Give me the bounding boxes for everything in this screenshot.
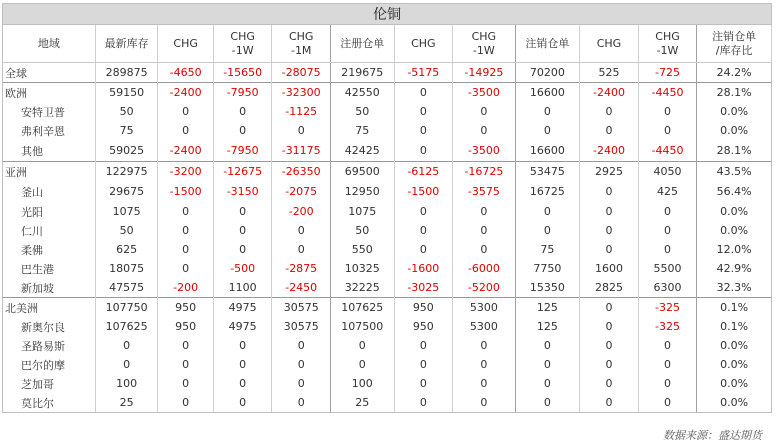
value-cell: 0 xyxy=(158,355,214,374)
value-cell: 0 xyxy=(158,393,214,413)
value-cell: 1100 xyxy=(213,278,272,298)
value-cell: 0 xyxy=(213,102,272,121)
value-cell: 56.4% xyxy=(697,181,772,202)
value-cell: 0 xyxy=(158,121,214,140)
value-cell: 0 xyxy=(453,221,516,240)
value-cell: 0 xyxy=(330,355,394,374)
value-cell: 50 xyxy=(95,102,158,121)
value-cell: -200 xyxy=(272,202,331,221)
value-cell: 107750 xyxy=(95,298,158,318)
value-cell: -28075 xyxy=(272,63,331,83)
value-cell: 42425 xyxy=(330,140,394,162)
value-cell: 1075 xyxy=(95,202,158,221)
value-cell: 0 xyxy=(158,221,214,240)
value-cell: 0 xyxy=(580,374,639,393)
value-cell: 0 xyxy=(394,240,453,259)
value-cell: 0 xyxy=(580,298,639,318)
table-row xyxy=(3,259,772,278)
region-name-cell: 亚洲 xyxy=(3,162,96,182)
value-cell: 107625 xyxy=(95,317,158,336)
value-cell: 0 xyxy=(453,355,516,374)
value-cell: 5500 xyxy=(638,259,697,278)
value-cell: 5300 xyxy=(453,317,516,336)
value-cell: 0 xyxy=(453,202,516,221)
value-cell: 0 xyxy=(638,240,697,259)
column-header: CHG xyxy=(394,25,453,63)
value-cell: -3575 xyxy=(453,181,516,202)
region-name-cell: 芝加哥 xyxy=(3,374,96,393)
value-cell: 0 xyxy=(158,202,214,221)
table-row xyxy=(3,140,772,162)
value-cell: 0 xyxy=(580,336,639,355)
value-cell: 0 xyxy=(453,102,516,121)
value-cell: 0 xyxy=(272,374,331,393)
table-row xyxy=(3,63,772,83)
value-cell: 16600 xyxy=(515,140,580,162)
value-cell: 50 xyxy=(330,221,394,240)
value-cell: -1125 xyxy=(272,102,331,121)
value-cell: 1075 xyxy=(330,202,394,221)
value-cell: 0 xyxy=(394,393,453,413)
value-cell: -31175 xyxy=(272,140,331,162)
value-cell: 107500 xyxy=(330,317,394,336)
region-name-cell: 弗利辛恩 xyxy=(3,121,96,140)
value-cell: 0 xyxy=(158,336,214,355)
value-cell: 47575 xyxy=(95,278,158,298)
value-cell: 0 xyxy=(515,202,580,221)
value-cell: 4050 xyxy=(638,162,697,182)
table-row xyxy=(3,121,772,140)
column-header: 注销仓单 xyxy=(515,25,580,63)
value-cell: 0 xyxy=(213,374,272,393)
value-cell: 0 xyxy=(453,121,516,140)
value-cell: 425 xyxy=(638,181,697,202)
column-header: 最新库存 xyxy=(95,25,158,63)
value-cell: 0 xyxy=(580,102,639,121)
value-cell: 53475 xyxy=(515,162,580,182)
value-cell: 12950 xyxy=(330,181,394,202)
value-cell: 122975 xyxy=(95,162,158,182)
table-row xyxy=(3,374,772,393)
value-cell: 0 xyxy=(515,102,580,121)
table-row xyxy=(3,317,772,336)
region-name-cell: 巴尔的摩 xyxy=(3,355,96,374)
region-name-cell: 新奥尔良 xyxy=(3,317,96,336)
value-cell: 25 xyxy=(330,393,394,413)
value-cell: 0 xyxy=(394,221,453,240)
value-cell: -32300 xyxy=(272,83,331,103)
region-name-cell: 光阳 xyxy=(3,202,96,221)
value-cell: 0 xyxy=(394,374,453,393)
region-name-cell: 巴生港 xyxy=(3,259,96,278)
value-cell: 525 xyxy=(580,63,639,83)
value-cell: -725 xyxy=(638,63,697,83)
value-cell: 0.0% xyxy=(697,121,772,140)
region-name-cell: 莫比尔 xyxy=(3,393,96,413)
column-header: CHG xyxy=(580,25,639,63)
region-name-cell: 柔佛 xyxy=(3,240,96,259)
value-cell: 0.0% xyxy=(697,102,772,121)
value-cell: 59150 xyxy=(95,83,158,103)
value-cell: -4450 xyxy=(638,83,697,103)
value-cell: 0 xyxy=(453,393,516,413)
region-name-cell: 其他 xyxy=(3,140,96,162)
column-header: CHG -1W xyxy=(213,25,272,63)
value-cell: -26350 xyxy=(272,162,331,182)
value-cell: 0 xyxy=(453,336,516,355)
value-cell: 50 xyxy=(330,102,394,121)
value-cell: 0 xyxy=(638,221,697,240)
value-cell: 24.2% xyxy=(697,63,772,83)
value-cell: 1600 xyxy=(580,259,639,278)
value-cell: 0 xyxy=(638,121,697,140)
value-cell: 30575 xyxy=(272,298,331,318)
value-cell: 0 xyxy=(580,221,639,240)
value-cell: 0 xyxy=(453,240,516,259)
value-cell: 0 xyxy=(213,355,272,374)
data-source-note: 数据来源：盛达期货 xyxy=(663,429,762,442)
inventory-table xyxy=(2,25,772,413)
table-row xyxy=(3,393,772,413)
value-cell: -500 xyxy=(213,259,272,278)
value-cell: 7750 xyxy=(515,259,580,278)
value-cell: 0 xyxy=(394,336,453,355)
value-cell: -6000 xyxy=(453,259,516,278)
value-cell: 0 xyxy=(638,336,697,355)
value-cell: 107625 xyxy=(330,298,394,318)
value-cell: 0.0% xyxy=(697,202,772,221)
value-cell: 5300 xyxy=(453,298,516,318)
value-cell: 15350 xyxy=(515,278,580,298)
value-cell: -3500 xyxy=(453,140,516,162)
value-cell: 0 xyxy=(580,202,639,221)
value-cell: 2925 xyxy=(580,162,639,182)
value-cell: 950 xyxy=(394,317,453,336)
table-title: 伦铜 xyxy=(2,3,772,25)
value-cell: 0 xyxy=(515,221,580,240)
value-cell: 950 xyxy=(158,298,214,318)
table-row xyxy=(3,181,772,202)
value-cell: 42550 xyxy=(330,83,394,103)
region-name-cell: 釜山 xyxy=(3,181,96,202)
value-cell: 0 xyxy=(580,317,639,336)
value-cell: 70200 xyxy=(515,63,580,83)
value-cell: 0.0% xyxy=(697,374,772,393)
value-cell: 0 xyxy=(272,221,331,240)
value-cell: 16600 xyxy=(515,83,580,103)
value-cell: -2075 xyxy=(272,181,331,202)
value-cell: -1500 xyxy=(158,181,214,202)
value-cell: 12.0% xyxy=(697,240,772,259)
value-cell: 0 xyxy=(272,240,331,259)
value-cell: 0 xyxy=(515,121,580,140)
value-cell: 289875 xyxy=(95,63,158,83)
value-cell: 0 xyxy=(638,102,697,121)
value-cell: 75 xyxy=(330,121,394,140)
column-header: CHG xyxy=(158,25,214,63)
value-cell: -3500 xyxy=(453,83,516,103)
value-cell: 0 xyxy=(580,393,639,413)
value-cell: 0.1% xyxy=(697,317,772,336)
value-cell: 0 xyxy=(394,121,453,140)
value-cell: 0 xyxy=(515,355,580,374)
value-cell: 0.1% xyxy=(697,298,772,318)
value-cell: 4975 xyxy=(213,298,272,318)
value-cell: 42.9% xyxy=(697,259,772,278)
value-cell: 16725 xyxy=(515,181,580,202)
value-cell: 0.0% xyxy=(697,393,772,413)
region-name-cell: 北美洲 xyxy=(3,298,96,318)
value-cell: 50 xyxy=(95,221,158,240)
value-cell: 125 xyxy=(515,298,580,318)
value-cell: 0 xyxy=(638,393,697,413)
value-cell: 0 xyxy=(515,374,580,393)
value-cell: 0 xyxy=(213,121,272,140)
value-cell: 32225 xyxy=(330,278,394,298)
value-cell: 0 xyxy=(95,336,158,355)
value-cell: 0 xyxy=(580,355,639,374)
region-name-cell: 安特卫普 xyxy=(3,102,96,121)
value-cell: 100 xyxy=(95,374,158,393)
region-name-cell: 圣路易斯 xyxy=(3,336,96,355)
value-cell: 0 xyxy=(158,240,214,259)
value-cell: 0 xyxy=(330,336,394,355)
value-cell: -200 xyxy=(158,278,214,298)
value-cell: 0 xyxy=(272,355,331,374)
value-cell: 0 xyxy=(272,121,331,140)
value-cell: 10325 xyxy=(330,259,394,278)
value-cell: 18075 xyxy=(95,259,158,278)
value-cell: 0 xyxy=(515,336,580,355)
table-row xyxy=(3,298,772,318)
value-cell: 0 xyxy=(580,181,639,202)
value-cell: 0 xyxy=(95,355,158,374)
value-cell: 0 xyxy=(394,202,453,221)
value-cell: 0 xyxy=(158,374,214,393)
value-cell: 0 xyxy=(272,336,331,355)
value-cell: 32.3% xyxy=(697,278,772,298)
table-row xyxy=(3,202,772,221)
value-cell: 0 xyxy=(213,221,272,240)
value-cell: -6125 xyxy=(394,162,453,182)
value-cell: 43.5% xyxy=(697,162,772,182)
value-cell: -4450 xyxy=(638,140,697,162)
table-row xyxy=(3,240,772,259)
value-cell: 28.1% xyxy=(697,83,772,103)
value-cell: 59025 xyxy=(95,140,158,162)
value-cell: 950 xyxy=(394,298,453,318)
column-header: CHG -1M xyxy=(272,25,331,63)
value-cell: 0.0% xyxy=(697,221,772,240)
table-row xyxy=(3,102,772,121)
table-row xyxy=(3,336,772,355)
value-cell: 2825 xyxy=(580,278,639,298)
value-cell: -1600 xyxy=(394,259,453,278)
value-cell: 0 xyxy=(580,240,639,259)
value-cell: 29675 xyxy=(95,181,158,202)
value-cell: 75 xyxy=(95,121,158,140)
value-cell: 0 xyxy=(213,393,272,413)
region-name-cell: 欧洲 xyxy=(3,83,96,103)
region-name-cell: 仁川 xyxy=(3,221,96,240)
value-cell: 75 xyxy=(515,240,580,259)
value-cell: 30575 xyxy=(272,317,331,336)
value-cell: -4650 xyxy=(158,63,214,83)
value-cell: 0 xyxy=(213,202,272,221)
value-cell: -2400 xyxy=(580,140,639,162)
value-cell: 125 xyxy=(515,317,580,336)
value-cell: -2875 xyxy=(272,259,331,278)
value-cell: 0 xyxy=(638,374,697,393)
value-cell: -7950 xyxy=(213,140,272,162)
column-header: CHG -1W xyxy=(453,25,516,63)
value-cell: 25 xyxy=(95,393,158,413)
value-cell: -2450 xyxy=(272,278,331,298)
column-header: CHG -1W xyxy=(638,25,697,63)
value-cell: 0 xyxy=(394,83,453,103)
value-cell: -325 xyxy=(638,317,697,336)
value-cell: 4975 xyxy=(213,317,272,336)
value-cell: -14925 xyxy=(453,63,516,83)
value-cell: 0 xyxy=(638,355,697,374)
value-cell: 0 xyxy=(213,336,272,355)
value-cell: -1500 xyxy=(394,181,453,202)
value-cell: 219675 xyxy=(330,63,394,83)
value-cell: 0 xyxy=(213,240,272,259)
value-cell: 0 xyxy=(638,202,697,221)
value-cell: 0 xyxy=(580,121,639,140)
table-row xyxy=(3,83,772,103)
value-cell: -16725 xyxy=(453,162,516,182)
value-cell: -2400 xyxy=(158,83,214,103)
value-cell: -3150 xyxy=(213,181,272,202)
value-cell: 625 xyxy=(95,240,158,259)
value-cell: 550 xyxy=(330,240,394,259)
value-cell: 0 xyxy=(394,102,453,121)
value-cell: 100 xyxy=(330,374,394,393)
table-row xyxy=(3,162,772,182)
value-cell: -325 xyxy=(638,298,697,318)
value-cell: 0 xyxy=(453,374,516,393)
value-cell: 69500 xyxy=(330,162,394,182)
column-header: 注销仓单 /库存比 xyxy=(697,25,772,63)
value-cell: 0 xyxy=(515,393,580,413)
value-cell: 6300 xyxy=(638,278,697,298)
value-cell: 0 xyxy=(158,102,214,121)
region-name-cell: 全球 xyxy=(3,63,96,83)
region-name-cell: 新加坡 xyxy=(3,278,96,298)
value-cell: 0 xyxy=(394,355,453,374)
table-row xyxy=(3,221,772,240)
value-cell: -2400 xyxy=(580,83,639,103)
value-cell: 0 xyxy=(158,259,214,278)
value-cell: 0 xyxy=(272,393,331,413)
value-cell: 0 xyxy=(394,140,453,162)
value-cell: -5200 xyxy=(453,278,516,298)
value-cell: -3025 xyxy=(394,278,453,298)
value-cell: 950 xyxy=(158,317,214,336)
value-cell: -7950 xyxy=(213,83,272,103)
value-cell: -5175 xyxy=(394,63,453,83)
column-header: 注册仓单 xyxy=(330,25,394,63)
value-cell: -2400 xyxy=(158,140,214,162)
value-cell: 0.0% xyxy=(697,336,772,355)
table-row xyxy=(3,278,772,298)
column-header: 地域 xyxy=(3,25,96,63)
value-cell: -12675 xyxy=(213,162,272,182)
value-cell: -3200 xyxy=(158,162,214,182)
value-cell: 28.1% xyxy=(697,140,772,162)
table-row xyxy=(3,355,772,374)
value-cell: -15650 xyxy=(213,63,272,83)
value-cell: 0.0% xyxy=(697,355,772,374)
